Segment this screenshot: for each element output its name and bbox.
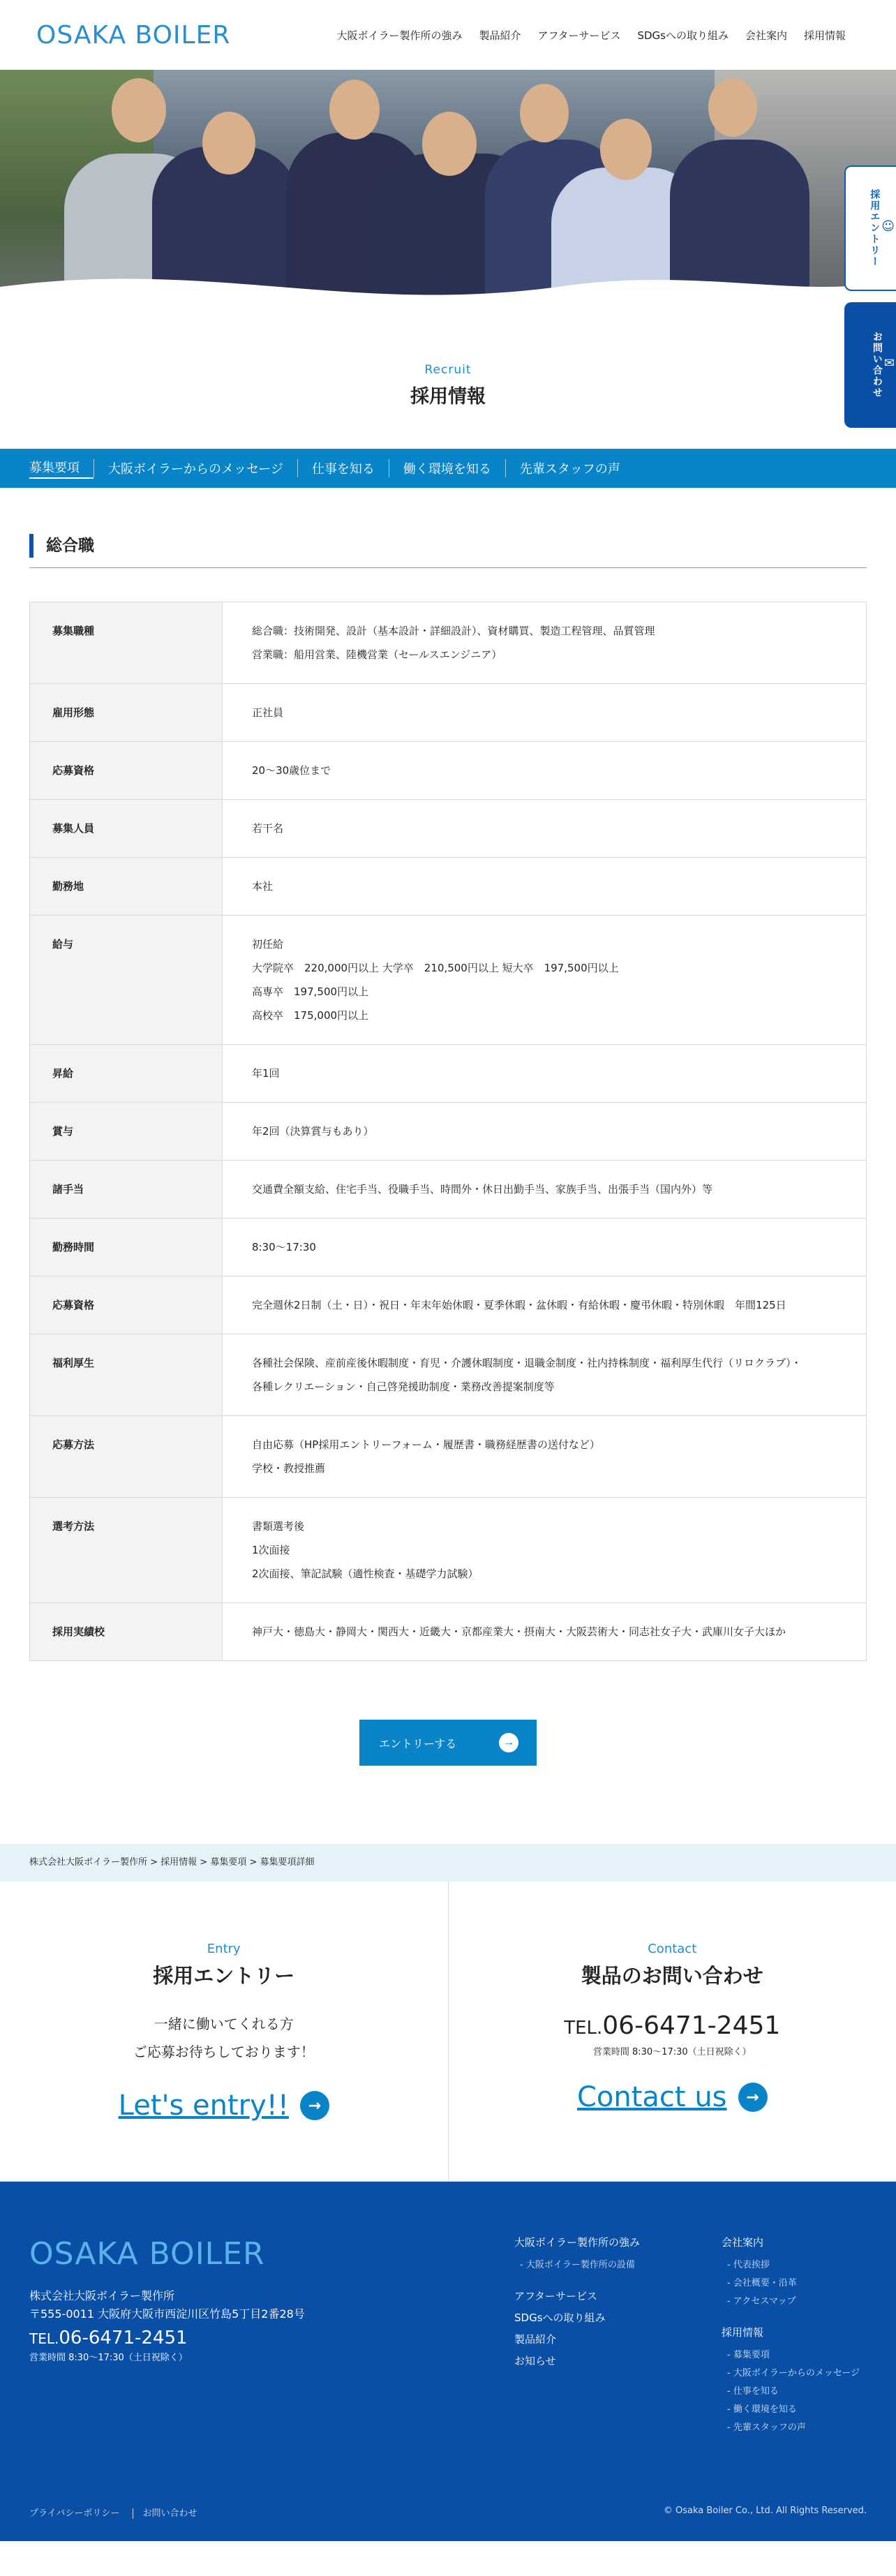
row-label: 応募資格 [30,742,223,800]
row-label: 選考方法 [30,1498,223,1603]
row-value-line: 神戸大・徳島大・静岡大・関西大・近畿大・京都産業大・摂南大・大阪芸術大・同志社女子大・武庫川女子大ほか [252,1625,786,1638]
side-entry-label: 採用エントリー [869,189,881,267]
cta-contact-en: Contact [648,1942,697,1956]
entry-button-label: エントリーする [379,1738,457,1750]
subnav-requirements[interactable]: 募集要項 [29,458,94,479]
side-contact-tab[interactable] [844,302,896,428]
section-divider [29,567,867,568]
table-row [30,684,867,742]
row-label: 応募方法 [30,1416,223,1498]
row-value-line: 交通費全額支給、住宅手当、役職手当、時間外・休日出勤手当、家族手当、出張手当（国内外）等 [252,1183,713,1196]
row-value [223,1161,867,1219]
table-row [30,1603,867,1661]
row-value-line: 若干名 [252,822,284,835]
table-row [30,858,867,916]
privacy-policy-link[interactable]: プライバシーポリシー [29,2508,120,2519]
footer-address: 〒555-0011 大阪府大阪市西淀川区竹島5丁目2番28号 [29,2307,305,2321]
row-value-line: 本社 [252,880,274,893]
table-row [30,1334,867,1416]
footer-nav-sublink[interactable]: - 仕事を知る [727,2386,779,2397]
row-value-line: 20〜30歳位まで [252,764,331,777]
row-label: 採用実績校 [30,1603,223,1661]
row-value [223,1276,867,1334]
footer-hours: 営業時間 8:30〜17:30（土日祝除く） [29,2353,188,2363]
footer-nav-link[interactable]: アフターサービス [514,2290,597,2302]
hero-wave [0,259,896,314]
row-label: 昇給 [30,1045,223,1103]
row-value-line: 8:30〜17:30 [252,1241,316,1253]
table-row [30,1045,867,1103]
row-value-line: 書類選考後 [252,1520,305,1533]
cta-contact-phone[interactable] [449,2011,896,2040]
nav-company[interactable]: 会社案内 [745,29,787,42]
row-value [223,1498,867,1603]
table-row [30,1161,867,1219]
recruit-subnav [0,449,896,488]
lets-entry-label: Let's entry!! [118,2090,289,2122]
subnav-environment[interactable]: 働く環境を知る [389,459,505,477]
global-nav [320,28,846,43]
row-value [223,916,867,1045]
subnav-message[interactable]: 大阪ボイラーからのメッセージ [94,459,297,477]
footer-inquiry-link[interactable]: お問い合わせ [133,2508,197,2519]
nav-sdgs[interactable]: SDGsへの取り組み [637,29,729,42]
row-value-line: 1次面接 [252,1544,290,1556]
table-row [30,916,867,1045]
table-row [30,800,867,858]
staff-head [600,119,652,180]
cta-contact-title: 製品のお問い合わせ [581,1964,763,1988]
row-value-line: 営業職：船用営業、陸機営業（セールスエンジニア） [252,648,502,661]
footer-nav-col-2 [722,2235,860,2451]
row-value [223,1219,867,1276]
row-label: 賞与 [30,1103,223,1161]
row-value [223,1045,867,1103]
staff-head [422,112,477,176]
row-value-line: 総合職：技術開発、設計（基本設計・詳細設計）、資材購買、製造工程管理、品質管理 [252,625,655,637]
row-value-line: 大学院卒 220,000円以上 大学卒 210,500円以上 短大卒 197,500円以上 [252,962,619,974]
nav-after-service[interactable]: アフターサービス [537,29,621,42]
footer-nav-sublink[interactable]: - 働く環境を知る [727,2404,797,2415]
footer-nav-link[interactable]: 会社案内 [722,2236,764,2249]
table-row [30,742,867,800]
lets-entry-link[interactable] [119,2090,329,2122]
cta-contact-hours: 営業時間 8:30〜17:30（土日祝除く） [592,2047,752,2057]
site-header [0,0,896,70]
row-value [223,1416,867,1498]
footer-nav-link[interactable]: お知らせ [514,2355,556,2367]
row-label: 募集人員 [30,800,223,858]
row-label: 募集職種 [30,602,223,684]
cta-entry-en: Entry [207,1942,241,1956]
footer-nav-link[interactable]: SDGsへの取り組み [514,2311,606,2324]
subnav-job[interactable]: 仕事を知る [297,459,389,477]
footer-nav-link[interactable]: 大阪ボイラー製作所の強み [514,2236,641,2249]
footer-nav-sublink[interactable]: - 募集要項 [727,2350,770,2360]
row-value [223,742,867,800]
footer-nav-link[interactable]: 採用情報 [722,2326,764,2339]
cta-entry-message-line: ご応募お待ちしております！ [133,2043,315,2060]
subnav-staff-voice[interactable]: 先輩スタッフの声 [505,459,634,477]
footer-company-name: 株式会社大阪ボイラー製作所 [29,2289,175,2302]
footer-nav-sublink[interactable]: - 先輩スタッフの声 [727,2422,806,2433]
row-value-line: 2次面接、筆記試験（適性検査・基礎学力試験） [252,1568,479,1580]
site-logo[interactable]: OSAKA BOILER [36,20,231,50]
contact-us-label: Contact us [576,2081,727,2113]
entry-button[interactable] [359,1720,537,1766]
cta-entry [0,1882,448,2181]
requirements-section [0,534,896,1766]
tel-number: 06-6471-2451 [59,2328,188,2348]
row-value-line: 自由応募（HP採用エントリーフォーム・履歴書・職務経歴書の送付など） [252,1438,600,1451]
footer-nav-sublink[interactable]: - 大阪ボイラー製作所の設備 [520,2260,635,2270]
arrow-right-icon: → [738,2083,768,2112]
footer-nav-sublink[interactable]: - 大阪ボイラーからのメッセージ [727,2368,860,2378]
staff-head [112,78,166,142]
row-value [223,800,867,858]
requirements-table [29,602,867,1661]
row-value-line: 高校卒 175,000円以上 [252,1009,369,1022]
row-label: 福利厚生 [30,1334,223,1416]
table-row [30,1103,867,1161]
tel-prefix: TEL. [564,2018,603,2039]
tel-number: 06-6471-2451 [602,2011,781,2040]
nav-strengths[interactable]: 大阪ボイラー製作所の強み [336,29,463,42]
footer-nav-sublink[interactable]: - 代表挨拶 [727,2260,770,2270]
copyright: © Osaka Boiler Co., Ltd. All Rights Reserved. [663,2506,867,2516]
person-icon: ☺ [881,218,896,234]
row-label: 給与 [30,916,223,1045]
footer-nav-col-1 [514,2235,640,2375]
row-label: 雇用形態 [30,684,223,742]
breadcrumb: 株式会社大阪ボイラー製作所 > 採用情報 > 募集要項 > 募集要項詳細 [0,1844,896,1882]
row-value [223,602,867,684]
row-value [223,1103,867,1161]
nav-recruit[interactable]: 採用情報 [803,29,846,42]
row-value [223,1603,867,1661]
nav-products[interactable]: 製品紹介 [479,29,521,42]
cta-entry-message-line: 一緒に働いてくれる方 [154,2016,294,2032]
table-row [30,602,867,684]
side-entry-tab[interactable] [844,165,896,291]
hero-image [0,70,896,314]
section-title: 総合職 [29,534,867,558]
footer-logo[interactable]: OSAKA BOILER [29,2236,265,2272]
tel-prefix: TEL. [29,2330,59,2347]
row-value-line: 正社員 [252,706,284,719]
row-label: 勤務地 [30,858,223,916]
arrow-right-icon: → [499,1733,518,1752]
row-label: 勤務時間 [30,1219,223,1276]
row-label: 応募資格 [30,1276,223,1334]
row-value-line: 各種レクリエーション・自己啓発援助制度・業務改善提案制度等 [252,1380,555,1393]
footer-nav-sublink[interactable]: - アクセスマップ [727,2296,796,2307]
row-value [223,1334,867,1416]
row-value [223,858,867,916]
contact-us-link[interactable] [577,2081,768,2113]
cta-section [0,1882,896,2182]
page-title [0,314,896,449]
arrow-right-icon: → [300,2091,329,2120]
row-label: 諸手当 [30,1161,223,1219]
table-row [30,1498,867,1603]
staff-head [708,78,757,137]
row-value-line: 年1回 [252,1067,280,1080]
staff-head [520,84,569,142]
row-value-line: 初任給 [252,938,284,951]
staff-head [202,112,255,174]
page-title-ja: 採用情報 [410,386,486,408]
cta-contact [448,1882,896,2181]
mail-icon: ✉ [883,355,896,371]
cta-entry-title: 採用エントリー [153,1964,295,1988]
staff-head [329,80,380,140]
footer-bottom [29,2506,867,2519]
row-value-line: 各種社会保険、産前産後休暇制度・育児・介護休暇制度・退職金制度・社内持株制度・福利厚生代行（リロクラブ）・ [252,1357,802,1369]
row-value-line: 完全週休2日制（土・日）・祝日・年末年始休暇・夏季休暇・盆休暇・有給休暇・慶弔休暇・特別休暇 年間125日 [252,1299,786,1311]
row-value-line: 年2回（決算賞与もあり） [252,1125,374,1138]
table-row [30,1276,867,1334]
footer-nav-sublink[interactable]: - 会社概要・沿革 [727,2278,797,2288]
page-title-en: Recruit [424,363,472,377]
row-value-line: 高専卒 197,500円以上 [252,985,369,998]
side-contact-label: お問い合わせ [871,332,883,399]
row-value-line: 学校・教授推薦 [252,1462,326,1475]
table-row [30,1416,867,1498]
side-tabs [844,165,896,428]
cta-entry-message [0,2010,448,2066]
row-value [223,684,867,742]
table-row [30,1219,867,1276]
footer-nav-link[interactable]: 製品紹介 [514,2333,557,2346]
site-footer [0,2182,896,2541]
